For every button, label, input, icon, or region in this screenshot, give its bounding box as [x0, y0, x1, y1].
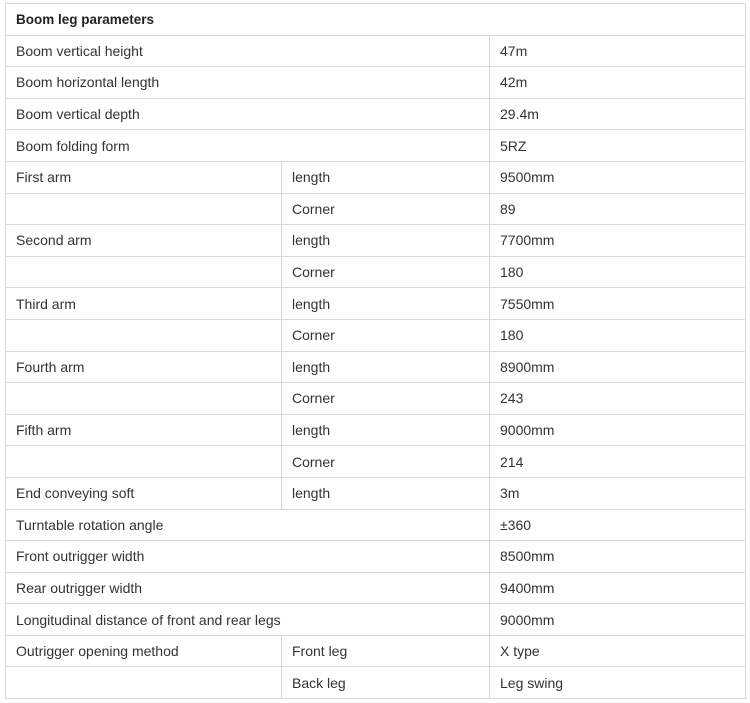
param-name: First arm	[6, 161, 282, 193]
table-row	[6, 572, 746, 604]
param-name: Boom vertical height	[6, 35, 490, 67]
param-value: 8500mm	[490, 541, 746, 573]
param-subname: Corner	[282, 446, 490, 478]
param-value: 47m	[490, 35, 746, 67]
table-row	[6, 509, 746, 541]
param-value: ±360	[490, 509, 746, 541]
table-row	[6, 98, 746, 130]
param-value: 29.4m	[490, 98, 746, 130]
param-value: 89	[490, 193, 746, 225]
param-subname: Corner	[282, 319, 490, 351]
param-subname: length	[282, 477, 490, 509]
param-value: 3m	[490, 477, 746, 509]
table-row	[6, 351, 746, 383]
param-name: Second arm	[6, 225, 282, 257]
param-name	[6, 446, 282, 478]
table-row	[6, 667, 746, 699]
param-name	[6, 319, 282, 351]
param-subname: Corner	[282, 383, 490, 415]
param-name	[6, 193, 282, 225]
param-value: 214	[490, 446, 746, 478]
param-value: 9500mm	[490, 161, 746, 193]
table-row	[6, 225, 746, 257]
param-value: 42m	[490, 67, 746, 99]
param-value: 243	[490, 383, 746, 415]
table-row	[6, 35, 746, 67]
param-value: 7550mm	[490, 288, 746, 320]
param-value: 7700mm	[490, 225, 746, 257]
table-row	[6, 414, 746, 446]
param-name	[6, 667, 282, 699]
param-subname: Corner	[282, 256, 490, 288]
table-row	[6, 161, 746, 193]
param-name: Third arm	[6, 288, 282, 320]
table-row	[6, 477, 746, 509]
param-subname: Back leg	[282, 667, 490, 699]
table-row	[6, 193, 746, 225]
table-row	[6, 635, 746, 667]
param-name: Turntable rotation angle	[6, 509, 490, 541]
param-name: Boom horizontal length	[6, 67, 490, 99]
param-value: 8900mm	[490, 351, 746, 383]
table-header-row	[6, 4, 746, 36]
param-subname: Corner	[282, 193, 490, 225]
param-subname: length	[282, 288, 490, 320]
param-name: Outrigger opening method	[6, 635, 282, 667]
boom-leg-parameters-table	[5, 3, 746, 699]
param-value: 9000mm	[490, 604, 746, 636]
param-value: 9400mm	[490, 572, 746, 604]
param-name: Boom vertical depth	[6, 98, 490, 130]
param-name	[6, 383, 282, 415]
param-subname: Front leg	[282, 635, 490, 667]
table-row	[6, 319, 746, 351]
param-name: Rear outrigger width	[6, 572, 490, 604]
param-subname: length	[282, 161, 490, 193]
param-name: Front outrigger width	[6, 541, 490, 573]
param-name: Longitudinal distance of front and rear legs	[6, 604, 490, 636]
table-row	[6, 541, 746, 573]
table-row	[6, 130, 746, 162]
table-row	[6, 604, 746, 636]
param-value: X type	[490, 635, 746, 667]
param-name: End conveying soft	[6, 477, 282, 509]
param-subname: length	[282, 225, 490, 257]
param-value: 180	[490, 256, 746, 288]
param-subname: length	[282, 351, 490, 383]
param-value: 180	[490, 319, 746, 351]
param-name	[6, 256, 282, 288]
param-name: Fourth arm	[6, 351, 282, 383]
param-value: Leg swing	[490, 667, 746, 699]
table-row	[6, 288, 746, 320]
table-row	[6, 67, 746, 99]
param-value: 9000mm	[490, 414, 746, 446]
param-value: 5RZ	[490, 130, 746, 162]
table-row	[6, 256, 746, 288]
table-row	[6, 383, 746, 415]
param-name: Boom folding form	[6, 130, 490, 162]
param-subname: length	[282, 414, 490, 446]
table-row	[6, 446, 746, 478]
table-title: Boom leg parameters	[6, 4, 746, 36]
param-name: Fifth arm	[6, 414, 282, 446]
